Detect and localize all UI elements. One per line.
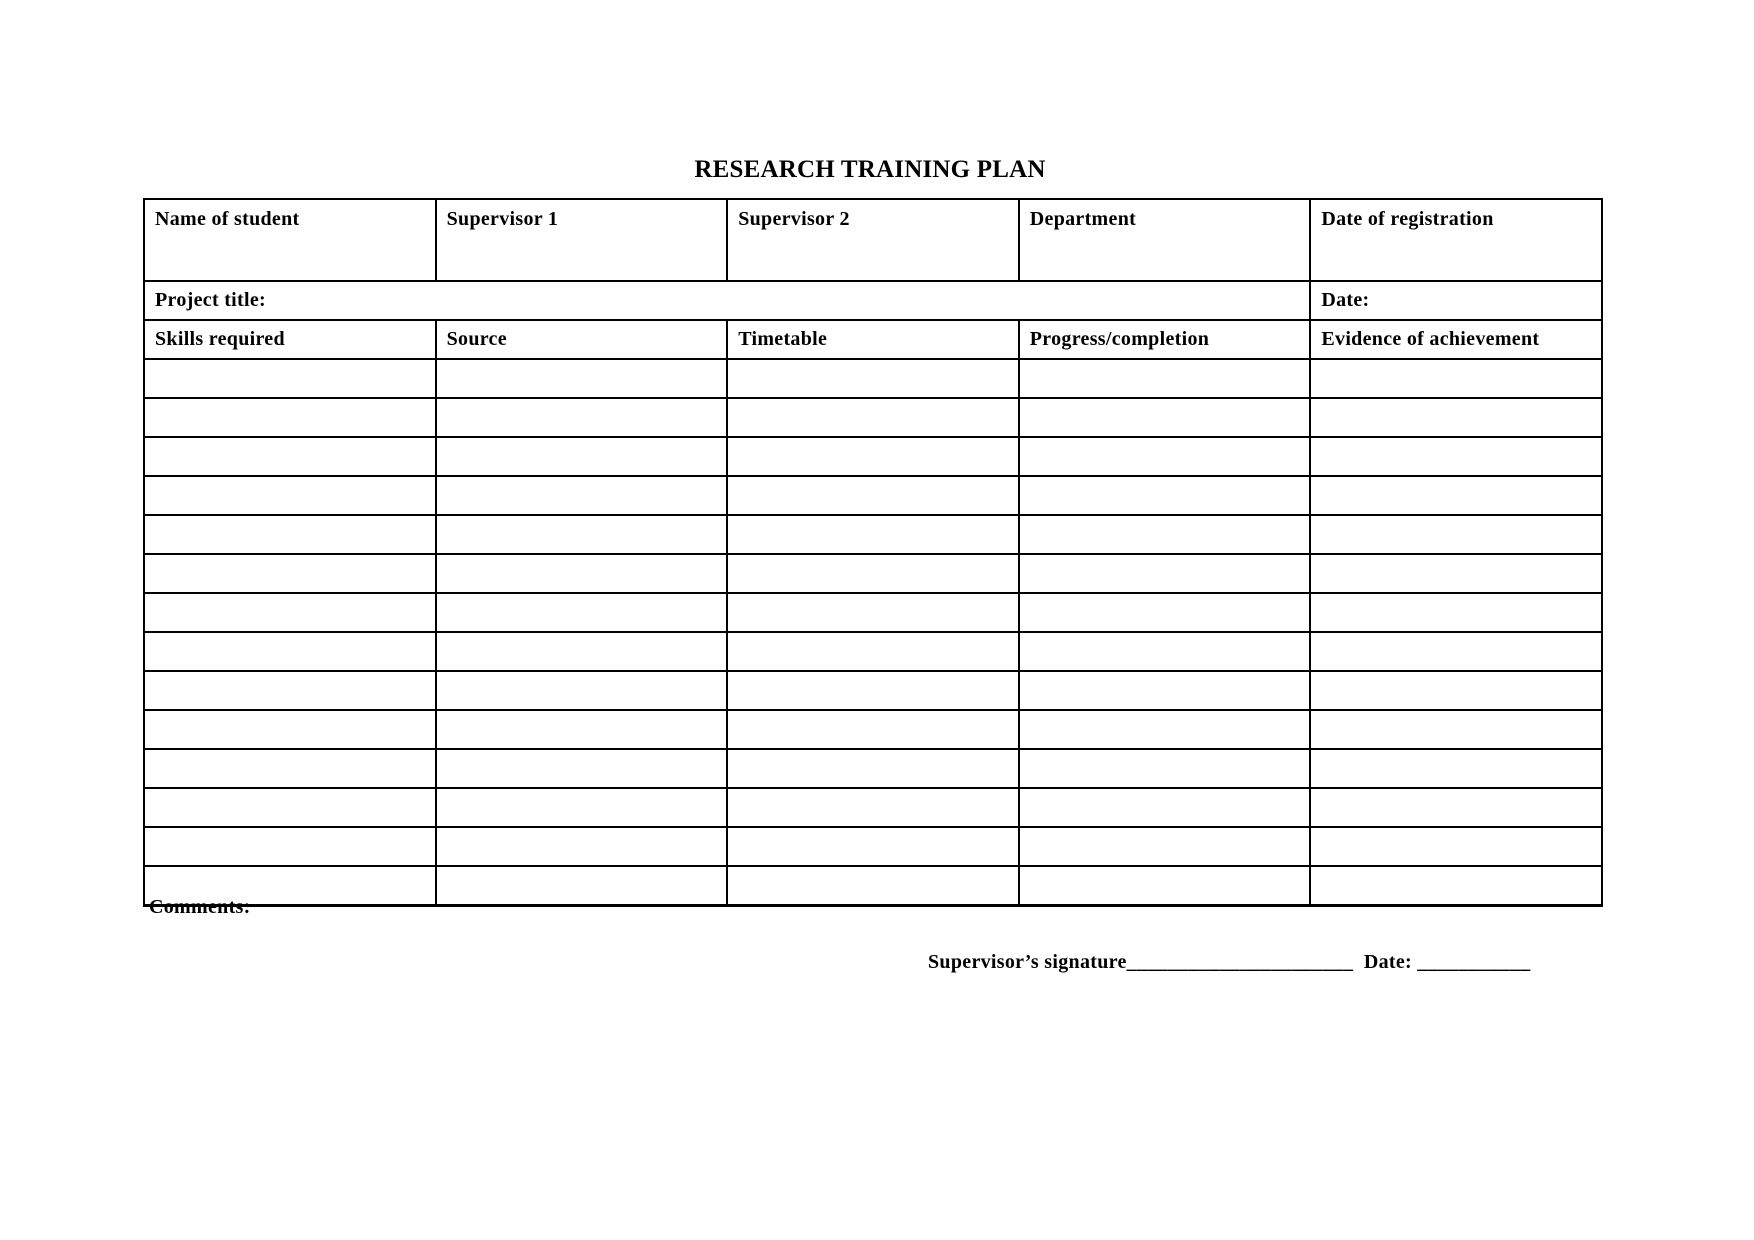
table-row [144, 515, 1602, 554]
table-cell[interactable] [436, 671, 728, 710]
table-cell[interactable] [1310, 515, 1602, 554]
column-header-skills-required: Skills required [144, 320, 436, 359]
table-cell[interactable] [727, 593, 1019, 632]
name-of-student-cell[interactable]: Name of student [144, 199, 436, 281]
table-cell[interactable] [727, 632, 1019, 671]
table-cell[interactable] [144, 788, 436, 827]
table-cell[interactable] [436, 554, 728, 593]
table-cell[interactable] [436, 476, 728, 515]
table-cell[interactable] [1019, 788, 1311, 827]
table-row [144, 788, 1602, 827]
department-cell[interactable]: Department [1019, 199, 1311, 281]
table-cell[interactable] [436, 749, 728, 788]
table-cell[interactable] [1310, 437, 1602, 476]
table-cell[interactable] [144, 827, 436, 866]
table-cell[interactable] [144, 359, 436, 398]
table-cell[interactable] [1310, 398, 1602, 437]
table-cell[interactable] [1310, 749, 1602, 788]
table-row [144, 593, 1602, 632]
table-cell[interactable] [1019, 554, 1311, 593]
table-cell[interactable] [436, 437, 728, 476]
table-cell[interactable] [1019, 359, 1311, 398]
table-cell[interactable] [1310, 593, 1602, 632]
table-cell[interactable] [1310, 554, 1602, 593]
table-row [144, 554, 1602, 593]
table-cell[interactable] [1019, 710, 1311, 749]
table-cell[interactable] [727, 827, 1019, 866]
table-cell[interactable] [1310, 710, 1602, 749]
supervisor-signature-line[interactable]: Supervisor’s signature______________________ Date: ___________ [928, 951, 1531, 973]
table-cell[interactable] [1310, 866, 1602, 906]
project-row [144, 281, 1602, 320]
supervisor-1-cell[interactable]: Supervisor 1 [436, 199, 728, 281]
table-row [144, 359, 1602, 398]
student-info-header-row [144, 199, 1602, 281]
table-cell[interactable] [1019, 671, 1311, 710]
table-row [144, 866, 1602, 906]
table-cell[interactable] [727, 515, 1019, 554]
table-cell[interactable] [1019, 476, 1311, 515]
table-cell[interactable] [1019, 515, 1311, 554]
table-cell[interactable] [436, 710, 728, 749]
table-cell[interactable] [436, 827, 728, 866]
supervisor-2-cell[interactable]: Supervisor 2 [727, 199, 1019, 281]
table-cell[interactable] [144, 515, 436, 554]
table-cell[interactable] [1310, 788, 1602, 827]
table-cell[interactable] [727, 671, 1019, 710]
table-cell[interactable] [144, 554, 436, 593]
table-cell[interactable] [436, 632, 728, 671]
table-cell[interactable] [1310, 359, 1602, 398]
table-cell[interactable] [1019, 437, 1311, 476]
column-header-source: Source [436, 320, 728, 359]
table-row [144, 476, 1602, 515]
table-cell[interactable] [436, 398, 728, 437]
table-cell[interactable] [1019, 827, 1311, 866]
table-cell[interactable] [436, 866, 728, 906]
table-row [144, 827, 1602, 866]
table-row [144, 671, 1602, 710]
table-cell[interactable] [1310, 476, 1602, 515]
table-cell[interactable] [144, 671, 436, 710]
research-training-plan-table [143, 198, 1603, 907]
table-cell[interactable] [144, 749, 436, 788]
table-cell[interactable] [436, 593, 728, 632]
table-cell[interactable] [1019, 632, 1311, 671]
table-cell[interactable] [727, 437, 1019, 476]
table-cell[interactable] [436, 359, 728, 398]
table-cell[interactable] [727, 749, 1019, 788]
table-cell[interactable] [436, 788, 728, 827]
table-cell[interactable] [144, 632, 436, 671]
table-cell[interactable] [1019, 866, 1311, 906]
project-date-cell[interactable]: Date: [1310, 281, 1602, 320]
table-cell[interactable] [727, 476, 1019, 515]
table-row [144, 749, 1602, 788]
table-cell[interactable] [1310, 827, 1602, 866]
table-cell[interactable] [1019, 593, 1311, 632]
table-cell[interactable] [144, 437, 436, 476]
table-cell[interactable] [727, 359, 1019, 398]
column-header-row [144, 320, 1602, 359]
table-row [144, 437, 1602, 476]
table-cell[interactable] [1019, 398, 1311, 437]
table-cell[interactable] [1310, 671, 1602, 710]
table-cell[interactable] [727, 554, 1019, 593]
table-cell[interactable] [1019, 749, 1311, 788]
comments-label: Comments: [149, 896, 251, 918]
table-cell[interactable] [436, 515, 728, 554]
table-row [144, 632, 1602, 671]
table-cell[interactable] [1310, 632, 1602, 671]
table-row [144, 710, 1602, 749]
column-header-evidence-of-achievement: Evidence of achievement [1310, 320, 1602, 359]
table-cell[interactable] [144, 398, 436, 437]
table-cell[interactable] [727, 710, 1019, 749]
page-title: RESEARCH TRAINING PLAN [694, 156, 1046, 183]
project-title-cell[interactable]: Project title: [144, 281, 1310, 320]
table-row [144, 398, 1602, 437]
table-cell[interactable] [144, 710, 436, 749]
date-of-registration-cell[interactable]: Date of registration [1310, 199, 1602, 281]
table-cell[interactable] [727, 398, 1019, 437]
table-cell[interactable] [144, 593, 436, 632]
column-header-progress-completion: Progress/completion [1019, 320, 1311, 359]
table-cell[interactable] [727, 866, 1019, 906]
table-cell[interactable] [144, 476, 436, 515]
table-cell[interactable] [727, 788, 1019, 827]
column-header-timetable: Timetable [727, 320, 1019, 359]
